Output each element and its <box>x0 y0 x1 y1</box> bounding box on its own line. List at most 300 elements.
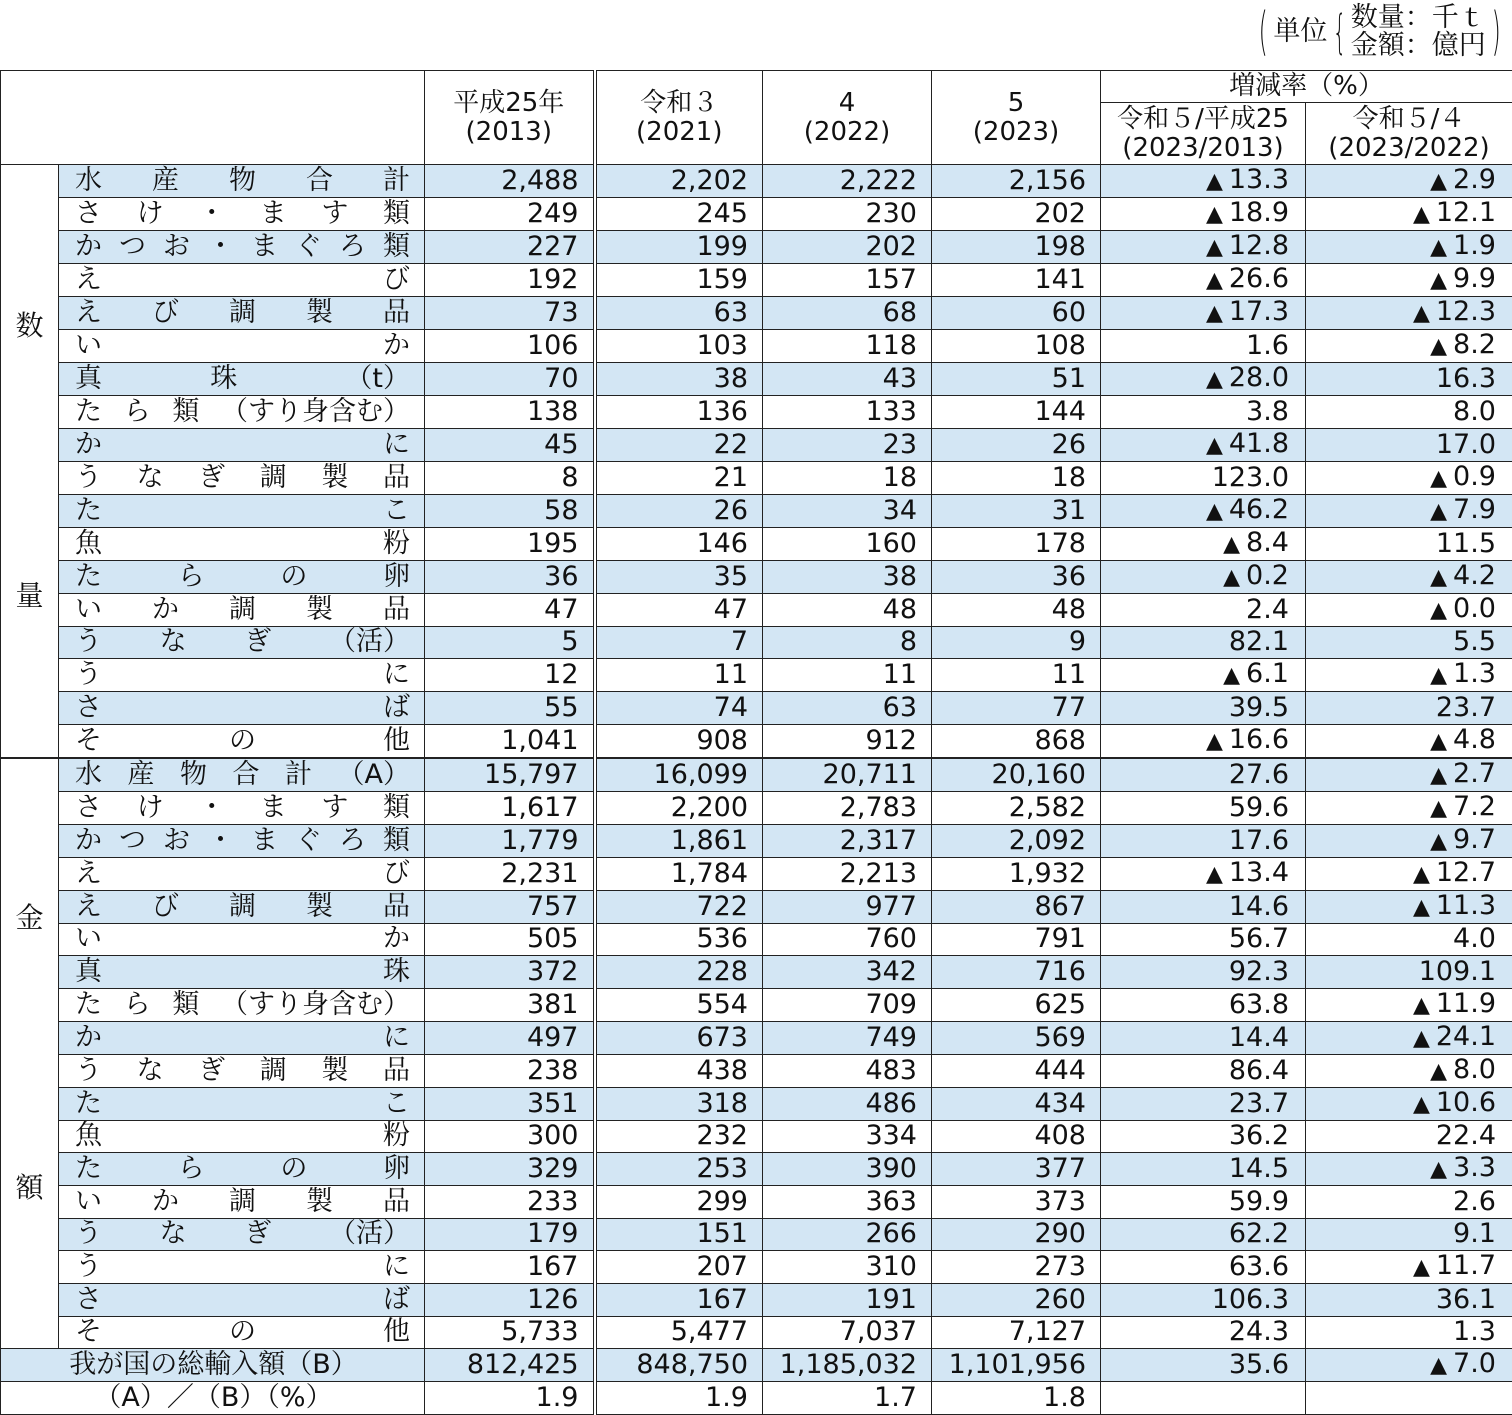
value-cell: 625 <box>932 988 1101 1021</box>
rate-cell: 4.0 <box>1306 923 1512 956</box>
decrease-triangle-icon: ▲ <box>1206 860 1223 890</box>
decrease-triangle-icon: ▲ <box>1430 167 1447 197</box>
rate-cell <box>1101 264 1306 297</box>
rate-value: 26.6 <box>1229 264 1289 295</box>
row-name: た ら の 卵 <box>75 562 410 592</box>
value-cell: 15,797 <box>425 758 595 792</box>
value-cell: 722 <box>595 890 763 923</box>
table-row <box>1 692 1512 725</box>
table-row <box>1 461 1512 494</box>
value-cell: 35 <box>595 560 763 593</box>
rate-value: 8.0 <box>1453 1054 1496 1085</box>
value-cell: 141 <box>932 264 1101 297</box>
decrease-triangle-icon: ▲ <box>1430 1351 1447 1381</box>
rate-value: 0.2 <box>1246 560 1289 591</box>
value-cell: 20,711 <box>763 758 932 792</box>
value-cell: 34 <box>763 494 932 527</box>
rate-cell: 62.2 <box>1101 1218 1306 1251</box>
rate-cell: 59.9 <box>1101 1186 1306 1219</box>
value-cell: 167 <box>425 1251 595 1284</box>
rate-cell <box>1306 758 1512 792</box>
value-cell: 2,317 <box>763 824 932 857</box>
decrease-triangle-icon: ▲ <box>1413 893 1430 923</box>
value-cell: 18 <box>763 461 932 494</box>
value-cell: 178 <box>932 527 1101 560</box>
value-cell: 1.8 <box>932 1382 1101 1415</box>
rate-cell <box>1306 494 1512 527</box>
value-cell: 233 <box>425 1186 595 1219</box>
table-row <box>1 626 1512 659</box>
rate-value: 11.9 <box>1436 988 1496 1019</box>
row-name: 真 珠 （t） <box>75 364 410 394</box>
decrease-triangle-icon: ▲ <box>1206 299 1223 329</box>
value-cell: 21 <box>595 461 763 494</box>
rate-cell <box>1101 494 1306 527</box>
rate-cell: 63.8 <box>1101 988 1306 1021</box>
rate-cell <box>1306 297 1512 330</box>
row-name: か に <box>75 1023 410 1053</box>
value-cell: 812,425 <box>425 1349 595 1382</box>
table-row <box>1 1054 1512 1087</box>
value-cell: 709 <box>763 988 932 1021</box>
value-cell: 334 <box>763 1120 932 1153</box>
value-cell: 36 <box>425 560 595 593</box>
value-cell: 230 <box>763 198 932 231</box>
header-blank <box>1 71 425 165</box>
rate-cell: 35.6 <box>1101 1349 1306 1382</box>
value-cell: 202 <box>763 231 932 264</box>
rate-value: 28.0 <box>1229 363 1289 394</box>
rate-cell <box>1306 1087 1512 1120</box>
unit-value: 金額：億円 <box>1351 32 1486 60</box>
rate-cell <box>1306 724 1512 758</box>
rate-cell: 2.6 <box>1306 1186 1512 1219</box>
value-cell: 848,750 <box>595 1349 763 1382</box>
row-name: う な ぎ 調 製 品 <box>75 1056 410 1086</box>
row-name: 水 産 物 合 計 <box>75 166 410 196</box>
header-col-2013: 平成25年 (2013) <box>425 71 595 165</box>
value-cell: 1,617 <box>425 791 595 824</box>
row-name: い か 調 製 品 <box>75 1187 410 1217</box>
rate-value: 13.3 <box>1229 165 1289 196</box>
value-cell: 260 <box>932 1284 1101 1317</box>
decrease-triangle-icon: ▲ <box>1413 860 1430 890</box>
table-row <box>1 1218 1512 1251</box>
row-name: え び <box>75 859 410 889</box>
decrease-triangle-icon: ▲ <box>1430 332 1447 362</box>
header-rate-2023-2022: 令和５/４ (2023/2022) <box>1306 103 1512 165</box>
value-cell: 63 <box>763 692 932 725</box>
rate-cell: 5.5 <box>1306 626 1512 659</box>
rate-cell: 14.5 <box>1101 1153 1306 1186</box>
value-cell: 1.9 <box>425 1382 595 1415</box>
decrease-triangle-icon: ▲ <box>1430 464 1447 494</box>
rate-value: 9.9 <box>1453 264 1496 295</box>
rate-cell <box>1101 428 1306 461</box>
rate-cell: 92.3 <box>1101 956 1306 989</box>
value-cell: 716 <box>932 956 1101 989</box>
table-row <box>1 890 1512 923</box>
value-cell: 5 <box>425 626 595 659</box>
rate-cell <box>1306 593 1512 626</box>
decrease-triangle-icon: ▲ <box>1413 1253 1430 1283</box>
table-row <box>1 1284 1512 1317</box>
table-row <box>1 494 1512 527</box>
rate-value: 1.3 <box>1453 659 1496 690</box>
value-cell: 2,783 <box>763 791 932 824</box>
table-header <box>1 71 1512 165</box>
rate-cell: 2.4 <box>1101 593 1306 626</box>
table-row <box>1 791 1512 824</box>
value-cell: 146 <box>595 527 763 560</box>
rate-value: 3.3 <box>1453 1153 1496 1184</box>
value-cell: 74 <box>595 692 763 725</box>
table-row <box>1 231 1512 264</box>
row-name: 魚 粉 <box>75 1121 410 1151</box>
value-cell: 23 <box>763 428 932 461</box>
value-cell: 1,779 <box>425 824 595 857</box>
rate-cell: 9.1 <box>1306 1218 1512 1251</box>
row-name: た こ <box>75 1089 410 1119</box>
rate-cell: 56.7 <box>1101 923 1306 956</box>
value-cell: 408 <box>932 1120 1101 1153</box>
value-cell: 77 <box>932 692 1101 725</box>
value-cell: 126 <box>425 1284 595 1317</box>
row-name: 水 産 物 合 計 （A） <box>75 760 410 790</box>
value-cell: 45 <box>425 428 595 461</box>
value-cell: 438 <box>595 1054 763 1087</box>
rate-cell: 106.3 <box>1101 1284 1306 1317</box>
rate-value: 0.9 <box>1453 461 1496 492</box>
decrease-triangle-icon: ▲ <box>1413 299 1430 329</box>
row-name: た ら 類 （すり身含む） <box>75 397 410 427</box>
value-cell: 372 <box>425 956 595 989</box>
rate-cell: 3.8 <box>1101 396 1306 429</box>
value-cell: 868 <box>932 724 1101 758</box>
rate-cell: 22.4 <box>1306 1120 1512 1153</box>
value-cell: 5,477 <box>595 1316 763 1349</box>
value-cell: 554 <box>595 988 763 1021</box>
rate-cell <box>1101 231 1306 264</box>
value-cell: 318 <box>595 1087 763 1120</box>
rate-cell: 1.6 <box>1101 330 1306 363</box>
value-cell: 2,092 <box>932 824 1101 857</box>
decrease-triangle-icon: ▲ <box>1223 530 1240 560</box>
value-cell: 106 <box>425 330 595 363</box>
rate-cell <box>1101 560 1306 593</box>
value-cell: 2,488 <box>425 165 595 198</box>
import-table <box>0 70 1512 1415</box>
table-body <box>1 165 1512 1415</box>
header-col-2021: 令和３ (2021) <box>595 71 763 165</box>
row-name: う に <box>75 660 410 690</box>
value-cell: 253 <box>595 1153 763 1186</box>
value-cell: 373 <box>932 1186 1101 1219</box>
value-cell: 195 <box>425 527 595 560</box>
rate-cell <box>1306 231 1512 264</box>
table-row <box>1 560 1512 593</box>
rate-cell <box>1306 1054 1512 1087</box>
row-name: そ の 他 <box>75 726 410 756</box>
decrease-triangle-icon: ▲ <box>1430 727 1447 757</box>
rate-cell: 36.2 <box>1101 1120 1306 1153</box>
group-label-value: 金 額 <box>1 758 59 1349</box>
value-cell: 47 <box>595 593 763 626</box>
row-name: さ ば <box>75 693 410 723</box>
value-cell: 434 <box>932 1087 1101 1120</box>
row-name: （A）／（B）（%） <box>17 1383 410 1413</box>
row-name: た こ <box>75 496 410 526</box>
value-cell: 1.7 <box>763 1382 932 1415</box>
rate-cell: 82.1 <box>1101 626 1306 659</box>
rate-cell: 23.7 <box>1306 692 1512 725</box>
rate-value: 8.2 <box>1453 330 1496 361</box>
value-cell: 2,222 <box>763 165 932 198</box>
value-cell: 1,185,032 <box>763 1349 932 1382</box>
rate-value: 18.9 <box>1229 198 1289 229</box>
value-cell: 977 <box>763 890 932 923</box>
rate-value: 8.4 <box>1246 527 1289 558</box>
value-cell: 342 <box>763 956 932 989</box>
value-cell: 51 <box>932 363 1101 396</box>
rate-cell: 14.4 <box>1101 1021 1306 1054</box>
rate-cell <box>1306 988 1512 1021</box>
value-cell: 191 <box>763 1284 932 1317</box>
value-cell: 2,200 <box>595 791 763 824</box>
table-row <box>1 988 1512 1021</box>
row-name: う な ぎ （活） <box>75 627 410 657</box>
table-row <box>1 527 1512 560</box>
value-cell: 1,932 <box>932 857 1101 890</box>
row-name: か に <box>75 430 410 460</box>
table-row <box>1 758 1512 792</box>
value-cell: 63 <box>595 297 763 330</box>
value-cell: 11 <box>763 659 932 692</box>
rate-cell: 27.6 <box>1101 758 1306 792</box>
rate-value: 2.9 <box>1453 165 1496 196</box>
value-cell: 167 <box>595 1284 763 1317</box>
value-cell: 7 <box>595 626 763 659</box>
unit-label: 単位 <box>1273 18 1327 46</box>
rate-cell <box>1306 165 1512 198</box>
value-cell: 232 <box>595 1120 763 1153</box>
row-name: う に <box>75 1252 410 1282</box>
rate-cell <box>1306 560 1512 593</box>
table-row <box>1 956 1512 989</box>
value-cell: 68 <box>763 297 932 330</box>
table-row <box>1 923 1512 956</box>
decrease-triangle-icon: ▲ <box>1206 266 1223 296</box>
value-cell: 1,784 <box>595 857 763 890</box>
rate-cell <box>1306 1021 1512 1054</box>
rate-cell: 1.3 <box>1306 1316 1512 1349</box>
row-name: 我が国の総輸入額（B） <box>17 1350 410 1380</box>
value-cell: 136 <box>595 396 763 429</box>
decrease-triangle-icon: ▲ <box>1206 200 1223 230</box>
header-col-2022: 4 (2022) <box>763 71 932 165</box>
rate-value: 0.0 <box>1453 593 1496 624</box>
rate-value: 24.1 <box>1436 1021 1496 1052</box>
rate-cell <box>1306 198 1512 231</box>
decrease-triangle-icon: ▲ <box>1430 1155 1447 1185</box>
rate-value: 12.7 <box>1436 857 1496 888</box>
value-cell: 202 <box>932 198 1101 231</box>
value-cell: 192 <box>425 264 595 297</box>
value-cell: 351 <box>425 1087 595 1120</box>
value-cell: 8 <box>425 461 595 494</box>
value-cell: 390 <box>763 1153 932 1186</box>
decrease-triangle-icon: ▲ <box>1223 563 1240 593</box>
decrease-triangle-icon: ▲ <box>1206 233 1223 263</box>
value-cell: 9 <box>932 626 1101 659</box>
rate-value: 12.8 <box>1229 231 1289 262</box>
rate-cell <box>1101 1382 1306 1415</box>
rate-cell <box>1101 165 1306 198</box>
rate-cell: 8.0 <box>1306 396 1512 429</box>
value-cell: 138 <box>425 396 595 429</box>
value-cell: 760 <box>763 923 932 956</box>
row-name: い か <box>75 331 410 361</box>
value-cell: 159 <box>595 264 763 297</box>
rate-cell: 39.5 <box>1101 692 1306 725</box>
decrease-triangle-icon: ▲ <box>1413 991 1430 1021</box>
table-row <box>1 857 1512 890</box>
value-cell: 48 <box>932 593 1101 626</box>
row-name: え び 調 製 品 <box>75 298 410 328</box>
decrease-triangle-icon: ▲ <box>1430 233 1447 263</box>
table-row <box>1 1382 1512 1415</box>
value-cell: 227 <box>425 231 595 264</box>
value-cell: 1,861 <box>595 824 763 857</box>
table-row <box>1 165 1512 198</box>
value-cell: 26 <box>595 494 763 527</box>
rate-cell <box>1101 724 1306 758</box>
value-cell: 7,037 <box>763 1316 932 1349</box>
value-cell: 198 <box>932 231 1101 264</box>
rate-cell <box>1101 527 1306 560</box>
table-row <box>1 593 1512 626</box>
row-name: う な ぎ 調 製 品 <box>75 463 410 493</box>
value-cell: 118 <box>763 330 932 363</box>
decrease-triangle-icon: ▲ <box>1206 431 1223 461</box>
table-row <box>1 198 1512 231</box>
rate-cell <box>1306 659 1512 692</box>
value-cell: 207 <box>595 1251 763 1284</box>
decrease-triangle-icon: ▲ <box>1223 661 1240 691</box>
value-cell: 2,202 <box>595 165 763 198</box>
table-row <box>1 824 1512 857</box>
rate-value: 11.7 <box>1436 1251 1496 1282</box>
value-cell: 249 <box>425 198 595 231</box>
rate-cell <box>1101 198 1306 231</box>
value-cell: 160 <box>763 527 932 560</box>
rate-cell: 17.6 <box>1101 824 1306 857</box>
value-cell: 329 <box>425 1153 595 1186</box>
value-cell: 245 <box>595 198 763 231</box>
value-cell: 48 <box>763 593 932 626</box>
rate-cell: 16.3 <box>1306 363 1512 396</box>
value-cell: 749 <box>763 1021 932 1054</box>
rate-cell: 23.7 <box>1101 1087 1306 1120</box>
value-cell: 486 <box>763 1087 932 1120</box>
row-name: か つ お ・ ま ぐ ろ 類 <box>75 826 410 856</box>
decrease-triangle-icon: ▲ <box>1430 827 1447 857</box>
value-cell: 1,041 <box>425 724 595 758</box>
value-cell: 199 <box>595 231 763 264</box>
value-cell: 5,733 <box>425 1316 595 1349</box>
header-rate-title: 増減率（%） <box>1101 71 1512 103</box>
value-cell: 444 <box>932 1054 1101 1087</box>
value-cell: 70 <box>425 363 595 396</box>
decrease-triangle-icon: ▲ <box>1430 497 1447 527</box>
value-cell: 299 <box>595 1186 763 1219</box>
value-cell: 791 <box>932 923 1101 956</box>
value-cell: 300 <box>425 1120 595 1153</box>
table-row <box>1 1251 1512 1284</box>
rate-cell: 11.5 <box>1306 527 1512 560</box>
value-cell: 673 <box>595 1021 763 1054</box>
decrease-triangle-icon: ▲ <box>1430 761 1447 791</box>
value-cell: 1,101,956 <box>932 1349 1101 1382</box>
rate-cell: 63.6 <box>1101 1251 1306 1284</box>
rate-value: 11.3 <box>1436 890 1496 921</box>
rate-value: 7.2 <box>1453 791 1496 822</box>
rate-cell <box>1101 659 1306 692</box>
rate-cell <box>1306 461 1512 494</box>
value-cell: 144 <box>932 396 1101 429</box>
decrease-triangle-icon: ▲ <box>1413 200 1430 230</box>
value-cell: 266 <box>763 1218 932 1251</box>
value-cell: 238 <box>425 1054 595 1087</box>
value-cell: 2,231 <box>425 857 595 890</box>
rate-value: 2.7 <box>1453 758 1496 789</box>
value-cell: 1.9 <box>595 1382 763 1415</box>
rate-value: 46.2 <box>1229 494 1289 525</box>
value-cell: 908 <box>595 724 763 758</box>
value-cell: 11 <box>932 659 1101 692</box>
table-row <box>1 428 1512 461</box>
rate-cell: 14.6 <box>1101 890 1306 923</box>
rate-cell <box>1306 824 1512 857</box>
unit-quantity: 数量：千ｔ <box>1351 4 1486 32</box>
rate-value: 7.0 <box>1453 1349 1496 1380</box>
value-cell: 2,156 <box>932 165 1101 198</box>
rate-value: 7.9 <box>1453 494 1496 525</box>
rate-cell <box>1101 363 1306 396</box>
rate-cell <box>1306 1251 1512 1284</box>
value-cell: 22 <box>595 428 763 461</box>
decrease-triangle-icon: ▲ <box>1430 563 1447 593</box>
value-cell: 16,099 <box>595 758 763 792</box>
table-row <box>1 396 1512 429</box>
rate-cell <box>1306 330 1512 363</box>
value-cell: 20,160 <box>932 758 1101 792</box>
value-cell: 290 <box>932 1218 1101 1251</box>
rate-value: 4.2 <box>1453 560 1496 591</box>
rate-value: 12.3 <box>1436 297 1496 328</box>
value-cell: 55 <box>425 692 595 725</box>
value-cell: 157 <box>763 264 932 297</box>
rate-cell <box>1306 791 1512 824</box>
row-name: え び <box>75 265 410 295</box>
decrease-triangle-icon: ▲ <box>1206 497 1223 527</box>
rate-cell: 123.0 <box>1101 461 1306 494</box>
value-cell: 228 <box>595 956 763 989</box>
value-cell: 179 <box>425 1218 595 1251</box>
rate-cell <box>1306 264 1512 297</box>
value-cell: 2,213 <box>763 857 932 890</box>
table-row <box>1 264 1512 297</box>
